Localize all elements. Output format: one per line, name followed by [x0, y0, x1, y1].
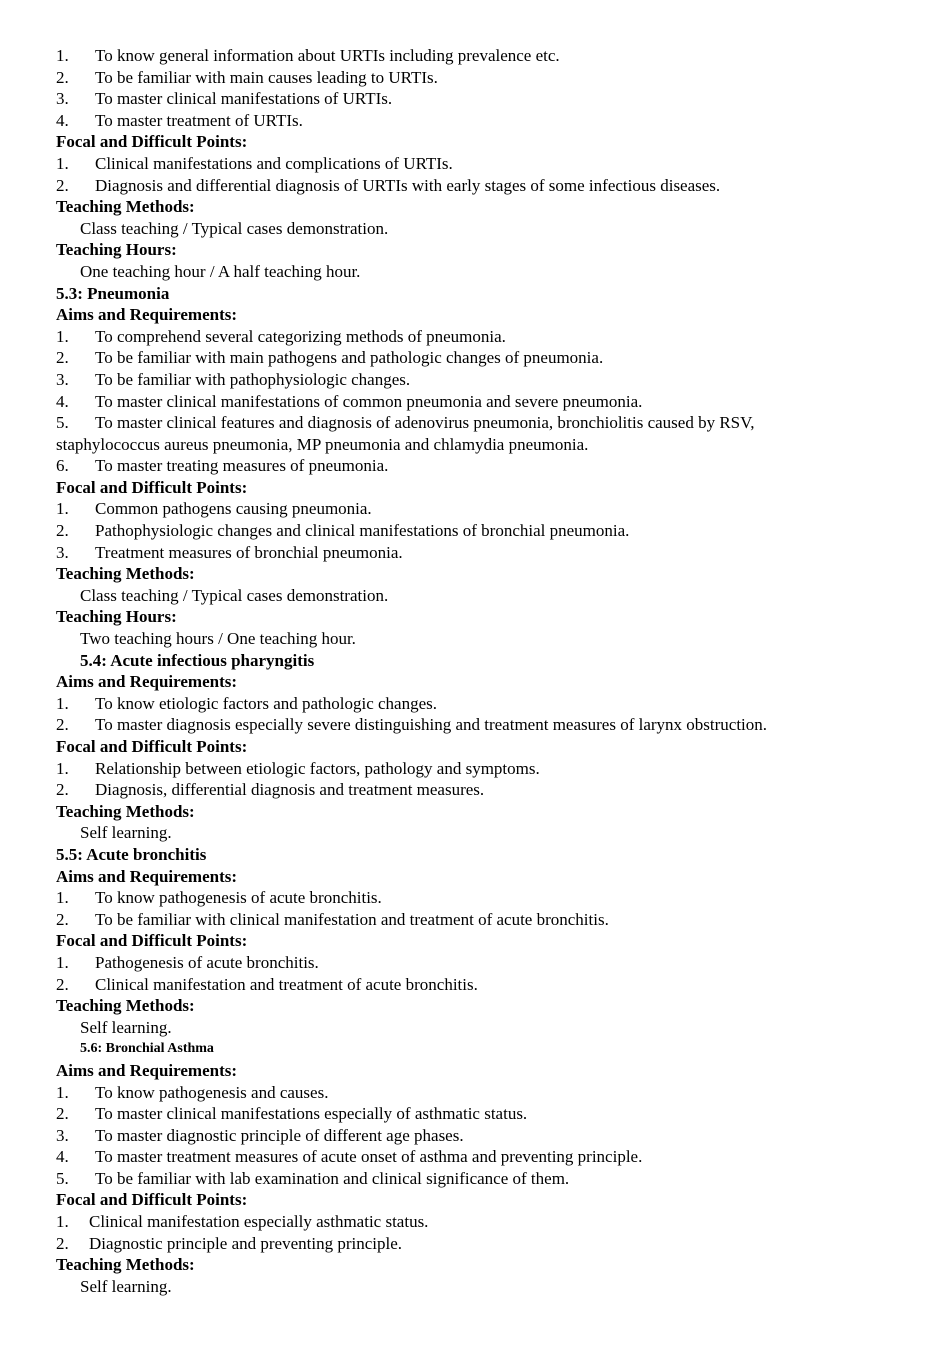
list-item: 1. To comprehend several categorizing methods of pneumonia. — [56, 326, 506, 346]
list-item: 4. To master treatment measures of acute onset of asthma and preventing principle. — [56, 1147, 643, 1167]
list-item: 3. To be familiar with pathophysiologic changes. — [56, 369, 411, 389]
list-item: 1. To know pathogenesis of acute bronchitis. — [56, 888, 382, 908]
list-item: 5. To master clinical features and diagnosis of adenovirus pneumonia, bronchiolitis caused by RSV, — [56, 413, 755, 433]
list-item: 1. To know pathogenesis and causes. — [56, 1082, 329, 1102]
methods-text: Class teaching / Typical cases demonstration. — [80, 218, 389, 238]
list-item: 1. To know general information about URTIs including prevalence etc. — [56, 46, 560, 65]
methods-heading: Teaching Methods: — [56, 1255, 195, 1275]
list-item: 4. To master clinical manifestations of common pneumonia and severe pneumonia. — [56, 391, 643, 411]
focal-heading: Focal and Difficult Points: — [56, 931, 248, 951]
list-item: 1. To know etiologic factors and pathologic changes. — [56, 693, 438, 713]
list-item: 3. To master diagnostic principle of different age phases. — [56, 1125, 464, 1145]
section-title: 5.5: Acute bronchitis — [56, 844, 207, 864]
list-item: 3. To master clinical manifestations of URTIs. — [56, 89, 393, 109]
aims-heading: Aims and Requirements: — [56, 1060, 238, 1080]
list-item: 1. Common pathogens causing pneumonia. — [56, 499, 372, 519]
list-item: 2. Diagnostic principle and preventing principle. — [56, 1233, 402, 1253]
list-item: 2. Pathophysiologic changes and clinical manifestations of bronchial pneumonia. — [56, 521, 630, 541]
list-item: 1. Clinical manifestations and complications of URTIs. — [56, 153, 453, 173]
methods-text: Self learning. — [80, 1017, 172, 1037]
list-item: 2. Diagnosis and differential diagnosis of URTIs with early stages of some infectious diseases. — [56, 175, 721, 195]
list-item: 2. To master clinical manifestations especially of asthmatic status. — [56, 1104, 528, 1124]
list-item: 2. To be familiar with clinical manifestation and treatment of acute bronchitis. — [56, 909, 609, 929]
list-item: 6. To master treating measures of pneumonia. — [56, 456, 389, 476]
hours-text: One teaching hour / A half teaching hour. — [80, 261, 361, 281]
methods-heading: Teaching Methods: — [56, 801, 195, 821]
list-item: 2. Clinical manifestation and treatment of acute bronchitis. — [56, 974, 478, 994]
section-title: 5.3: Pneumonia — [56, 283, 170, 303]
hours-heading: Teaching Hours: — [56, 607, 177, 627]
focal-heading: Focal and Difficult Points: — [56, 737, 248, 756]
methods-text: Class teaching / Typical cases demonstration. — [80, 585, 389, 605]
hours-text: Two teaching hours / One teaching hour. — [80, 629, 356, 649]
list-item: 1. Clinical manifestation especially asthmatic status. — [56, 1212, 429, 1232]
list-item: 2. Diagnosis, differential diagnosis and treatment measures. — [56, 780, 485, 800]
list-item: 2. To be familiar with main causes leading to URTIs. — [56, 67, 438, 87]
aims-heading: Aims and Requirements: — [56, 672, 238, 692]
aims-heading: Aims and Requirements: — [56, 866, 238, 886]
section-title: 5.6: Bronchial Asthma — [80, 1041, 214, 1057]
list-item: 1. Pathogenesis of acute bronchitis. — [56, 952, 319, 972]
methods-heading: Teaching Methods: — [56, 564, 195, 584]
list-item: 2. To be familiar with main pathogens and pathologic changes of pneumonia. — [56, 348, 604, 368]
list-item-continuation: staphylococcus aureus pneumonia, MP pneumonia and chlamydia pneumonia. — [56, 434, 589, 454]
list-item: 5. To be familiar with lab examination and clinical significance of them. — [56, 1168, 570, 1188]
list-item: 4. To master treatment of URTIs. — [56, 110, 303, 130]
list-item: 1. Relationship between etiologic factors, pathology and symptoms. — [56, 758, 540, 778]
methods-heading: Teaching Methods: — [56, 197, 195, 217]
focal-heading: Focal and Difficult Points: — [56, 132, 248, 152]
focal-heading: Focal and Difficult Points: — [56, 477, 248, 497]
list-item: 2. To master diagnosis especially severe distinguishing and treatment measures of larynx obstruction. — [56, 715, 768, 735]
focal-heading: Focal and Difficult Points: — [56, 1190, 248, 1210]
list-item: 3. Treatment measures of bronchial pneumonia. — [56, 542, 403, 562]
section-title: 5.4: Acute infectious pharyngitis — [80, 650, 315, 670]
methods-text: Self learning. — [80, 823, 172, 843]
methods-text: Self learning. — [80, 1276, 172, 1296]
hours-heading: Teaching Hours: — [56, 240, 177, 260]
aims-heading: Aims and Requirements: — [56, 305, 238, 325]
methods-heading: Teaching Methods: — [56, 996, 195, 1016]
